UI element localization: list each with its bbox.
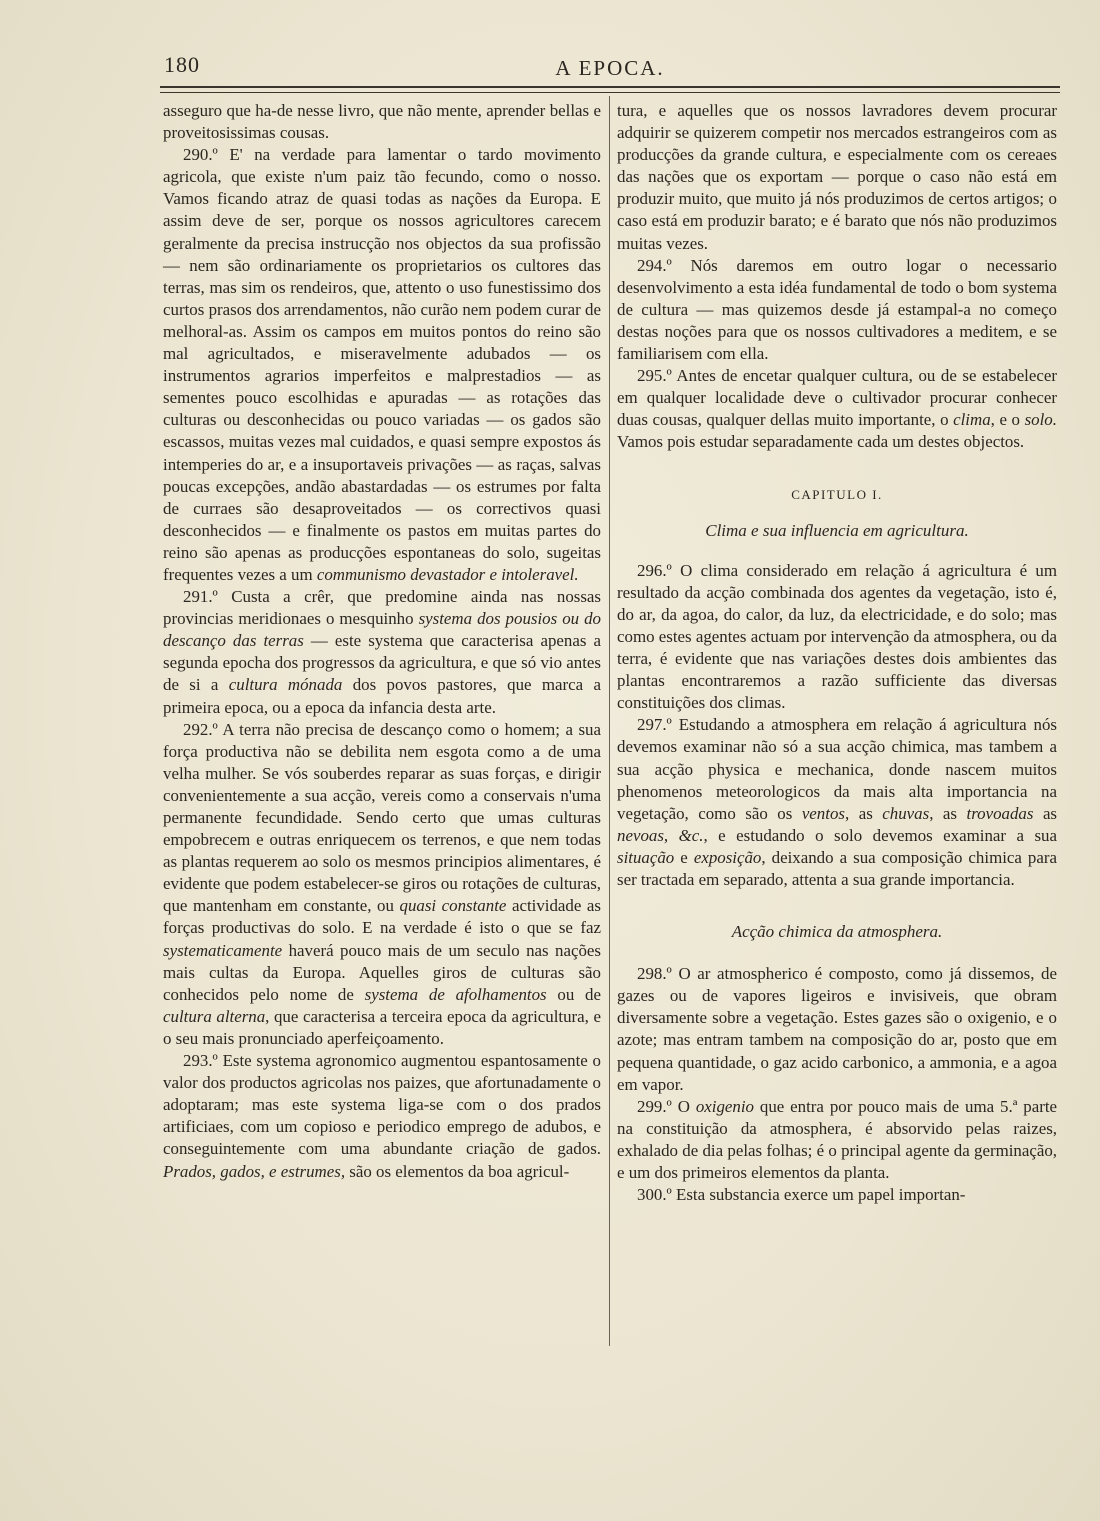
paragraph-300: 300.º Esta substancia exerce um papel importan-: [617, 1184, 1057, 1206]
column-divider: [609, 96, 610, 1346]
paragraph-number: 291.º: [183, 587, 218, 607]
chapter-title: Clima e sua influencia em agricultura.: [705, 520, 969, 540]
paragraph-number: 290.º: [183, 145, 218, 165]
paragraph-291: 291.º Custa a crêr, que predomine ainda nas nossas provincias meridionaes o mesquinho systema dos pousios ou do descanço das terras — este systema que caracterisa apenas a segunda epocha dos progressos da agricultura, e que só vio antes de si a cultura mónada dos povos pastores, que marca a primeira epoca, ou a epoca da infancia desta arte.: [163, 587, 602, 717]
paragraph: tura, e aquelles que os nossos lavradores devem procurar adquirir se quizerem competir nos mercados estrangeiros com as producções da grande cultura, e especialmente com os cereaes das nações que os exportam — porque o caso não está em produzir muito, que muito já nós produzimos de certos artigos; o caso está em produzir barato; e é barato que nós não produzimos muitas vezes.: [617, 101, 1057, 253]
paragraph-296: 296.º O clima considerado em relação á agricultura é um resultado da acção combinada dos agentes da vegetação, isto é, do ar, da agoa, do calor, da luz, da electricidade, e do solo; mas como estes agentes actuam por intervenção da atmosphera, ou da terra, é evidente que nas variações destes dois ambientes das plantas encontraremos a razão sufficiente das diversas constituições dos climas.: [617, 560, 1057, 713]
journal-title: A EPOCA.: [555, 56, 665, 80]
paragraph-number: 300.º: [637, 1185, 672, 1205]
paragraph-299: 299.º O oxigenio que entra por pouco mais de uma 5.ª parte na constituição da atmosphera, é absorvido pelas raizes, exhalado de dia pelas folhas; é o principal agente da germinação, e um dos primeiros elementos da planta.: [617, 1096, 1058, 1183]
paragraph-number: 295.º: [637, 366, 672, 386]
left-column: [163, 100, 601, 1183]
paragraph-number: 293.º: [183, 1051, 218, 1071]
paragraph-293: 293.º Este systema agronomico augmentou espantosamente o valor dos productos agricolas nos paizes, que afortunadamente o adoptaram; mas este systema liga-se com o dos prados artificiaes, com um copioso e periodico emprego de adubos, e conseguintemente com uma abundante criação de gados. Prados, gados, e estrumes, são os elementos da boa agricul-: [163, 1051, 601, 1181]
paragraph-292: 292.º A terra não precisa de descanço como o homem; a sua força productiva não se debilita nem esgota como a de uma velha mulher. Se vós souberdes reparar as suas forças, e dirigir convenientemente a sua acção, vereis como a conservais n'uma permanente fecundidade. Sendo certo que umas culturas empobrecem e outras enriquecem os terrenos, e que nem todas as plantas requerem ao solo os mesmos principios alimentares, é evidente que podem estabelecer-se giros ou rotações de culturas, que mantenham em constante, ou quasi constante actividade as forças productivas do solo. E na verdade é isto o que se faz systematicamente haverá pouco mais de um seculo nas nações mais cultas da Europa. Aquelles giros de culturas são conhecidos pelo nome de systema de afolhamentos ou de cultura alterna, que caracterisa a terceira epoca da agricultura, e o seu mais pronunciado aperfeiçoamento.: [163, 719, 601, 1048]
paragraph-295: 295.º Antes de encetar qualquer cultura, ou de se estabelecer em qualquer localidade deve o cultivador procurar conhecer duas cousas, qualquer dellas muito importante, o clima, e o solo. Vamos pois estudar separadamente cada um destes objectos.: [617, 366, 1057, 452]
header-rule: [160, 86, 1060, 93]
paragraph: asseguro que ha-de nesse livro, que não mente, aprender bellas e proveitosissimas cousas.: [163, 101, 601, 143]
page-number: 180: [164, 52, 200, 77]
page-header: [160, 52, 1060, 84]
paragraph-number: 294.º: [637, 255, 672, 275]
paragraph-number: 299.º: [637, 1096, 672, 1116]
right-column: [617, 100, 1057, 1206]
paragraph-number: 297.º: [637, 715, 672, 735]
paragraph-298: 298.º O ar atmospherico é composto, como já dissemos, de gazes ou de vapores ligeiros e invisiveis, que obram diversamente sobre a vegetação. Estes gazes são o oxigenio, e o azote; mas entram tambem na composição do ar, posto que em pequena quantidade, o gaz acido carbonico, a ammonia, e a agoa em vapor.: [617, 964, 1057, 1094]
paragraph-290: 290.º E' na verdade para lamentar o tardo movimento agricola, que existe n'um paiz tão fecundo, como o nosso. Vamos ficando atraz de quasi todas as nações da Europa. E assim deve de ser, porque os nossos agricultores carecem geralmente da precisa instrucção nos objectos da sua profissão — nem são ordinariamente os proprietarios os cultores das terras, mas sim os rendeiros, que, attento o uso funestissimo dos curtos prasos dos arrendamentos, não curão nem podem curar de melhoral-as. Assim os campos em muitos pontos do reino são mal agricultados, e miseravelmente adubados — os instrumentos agrarios imperfeitos e malprestadios — as sementes pouco escolhidas e apuradas — as rotações das culturas ou desconhecidas ou pouco variadas — os gados são escassos, muitas vezes mal cuidados, e quasi sempre expostos ás intemperies do ar, e a insuportaveis privações — as raças, salvas poucas excepções, andão abastardadas — os estrumes por falta de curraes são desaproveitados — os correctivos quasi desconhecidos — e finalmente os pastos em muitas partes do reino são apenas as producções espontaneas do solo, sugeitas frequentes vezes a um communismo devastador e intoleravel.: [163, 145, 601, 584]
paragraph-number: 298.º: [637, 964, 672, 984]
paragraph-number: 292.º: [183, 719, 218, 739]
paragraph-number: 296.º: [637, 560, 672, 580]
chapter-heading: CAPITULO I.: [791, 486, 883, 502]
section-heading: Acção chimica da atmosphera.: [731, 922, 943, 942]
paragraph-294: 294.º Nós daremos em outro logar o necessario desenvolvimento a esta idéa fundamental de todo o bom systema de cultura — mas quizemos desde já estampal-a no começo destas noções para que os nossos cultivadores a meditem, e se familiarisem com ella.: [617, 255, 1057, 364]
paragraph-297: 297.º Estudando a atmosphera em relação á agricultura nós devemos examinar não só a sua acção chimica, mas tambem a sua acção physica e mechanica, donde nascem muitos phenomenos meteorologicos da mais alta importancia na vegetação, como são os ventos, as chuvas, as trovoadas as nevoas, &c., e estudando o solo devemos examinar a sua situação e exposição, deixando a sua composição chimica para ser tractada em separado, attenta a sua grande importancia.: [617, 715, 1058, 889]
